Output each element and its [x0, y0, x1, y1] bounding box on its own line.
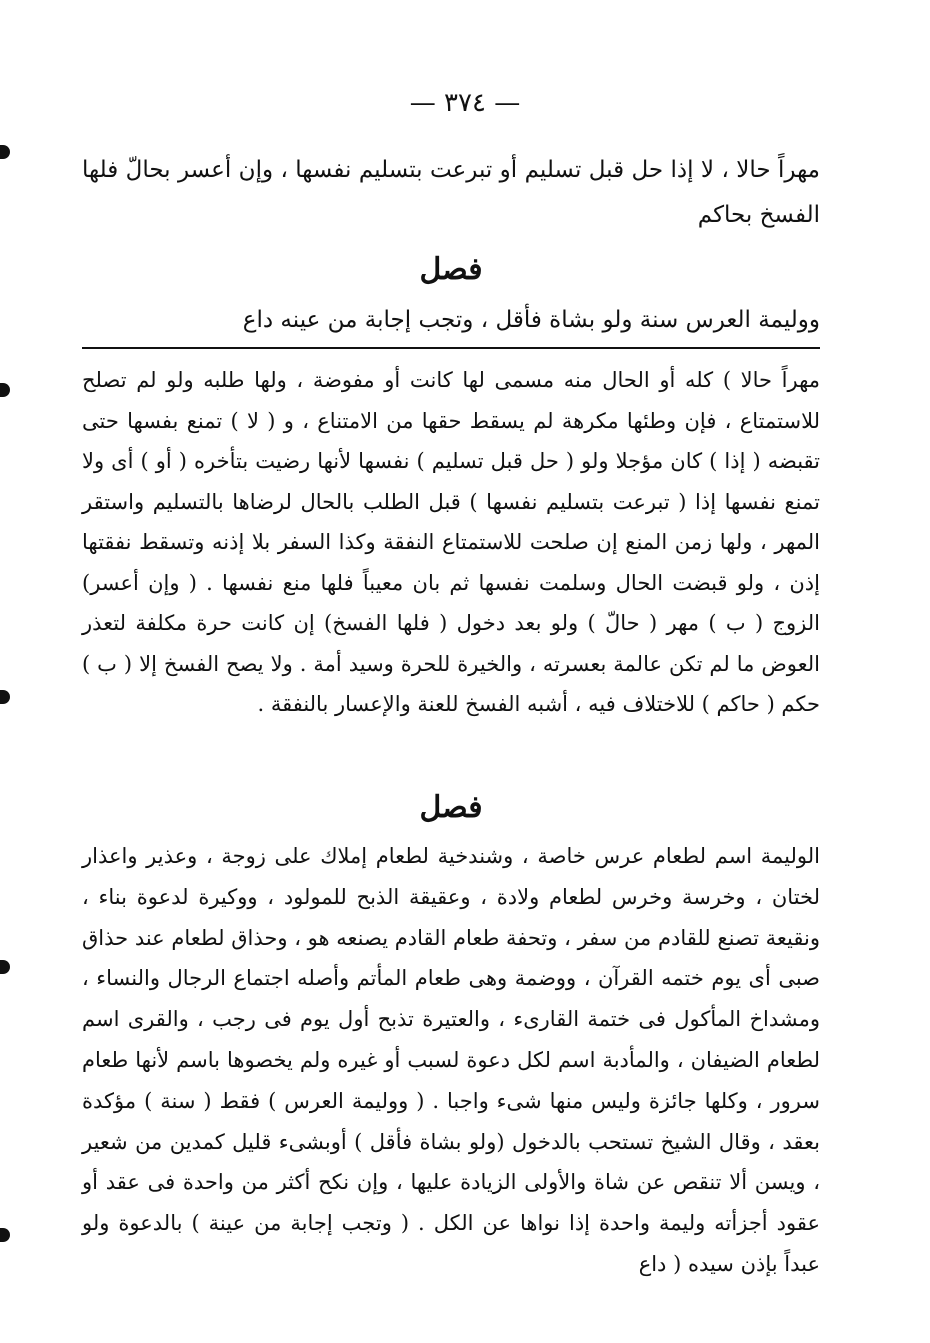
margin-mark	[0, 1228, 10, 1242]
margin-mark	[0, 960, 10, 974]
margin-mark	[0, 383, 10, 397]
commentary-paragraph: الوليمة اسم لطعام عرس خاصة ، وشندخية لطعام إملاك على زوجة ، وعذير واعذار لختان ، وخرسة وخرس لطعام ولادة ، وعقيقة الذبح للمولود ، ووكيرة لدعوة بناء ، ونقيعة تصنع للقادم من سفر ، وتحفة طعام القادم يصنعه هو ، وحذاق لطعام عند حذاق صبى أى يوم ختمه القرآن ، ووضمة وهى طعام المأتم وأصله اجتماع الرجال والنساء ، ومشداخ المأكول فى ختمة القارىء ، والعتيرة تذبح أول يوم فى رجب ، والقرى اسم لطعام الضيفان ، والمأدبة اسم لكل دعوة لسبب أو غيره ولم يخصوها باسم لأنها طعام سرور ، وكلها جائزة وليس منها شىء واجبا . ( ووليمة العرس ) فقط ( سنة ) مؤكدة بعقد ، وقال الشيخ تستحب بالدخول (ولو بشاة فأقل ) أوبشىء قليل كمدين من شعير ، ويسن ألا تنقص عن شاة والأولى الزيادة عليها ، وإن نكح أكثر من واحدة فى عقد أو عقود أجزأته وليمة واحدة إذا نواها عن الكل . ( وتجب إجابة من عينة ) بالدعوة ولو عبداً بإذن سيده ( داع	[82, 844, 820, 1276]
page-number: — ٣٧٤ —	[409, 88, 521, 118]
matn-walima-line: ووليمة العرس سنة ولو بشاة فأقل ، وتجب إجابة من عينه داع	[242, 307, 820, 333]
margin-mark	[0, 145, 10, 159]
matn-paragraph: مهراً حالا ، لا إذا حل قبل تسليم أو تبرعت بتسليم نفسها ، وإن أعسر بحالّ فلها الفسخ بحاكم	[82, 157, 820, 228]
section-heading: فصل	[419, 252, 483, 287]
section-heading: فصل	[419, 790, 483, 825]
divider-rule	[82, 347, 820, 349]
commentary-paragraph: مهراً حالا ) كله أو الحال منه مسمى لها كانت أو مفوضة ، ولها طلبه ولو لم تصلح للاستمتاع ، فإن وطئها مكرهة لم يسقط حقها من الامتناع ، و ( لا ) تمنع بفسها حتى تقبضه ( إذا ) كان مؤجلا ولو ( حل قبل تسليم ) نفسها لأنها رضيت بتأخره ( أو ) أى ولا تمنع نفسها إذا ( تبرعت بتسليم نفسها ) قبل الطلب بالحال لرضاها بالتسليم واستقر المهر ، ولها زمن المنع إن صلحت للاستمتاع النفقة وكذا السفر بلا إذنه وتسقط نفقتها إذن ، ولو قبضت الحال وسلمت نفسها ثم بان معيباً فلها منع نفسها . ( وإن أعسر) الزوج ( ب ) مهر ( حالّ ) ولو بعد دخول ( فلها الفسخ) إن كانت حرة مكلفة لتعذر العوض ما لم تكن عالمة بعسرته ، والخيرة للحرة وسيد أمة . ولا يصح الفسخ إلا ( ب ) حكم ( حاكم ) للاختلاف فيه ، أشبه الفسخ للعنة والإعسار بالنفقة .	[82, 368, 821, 716]
margin-mark	[0, 690, 10, 704]
